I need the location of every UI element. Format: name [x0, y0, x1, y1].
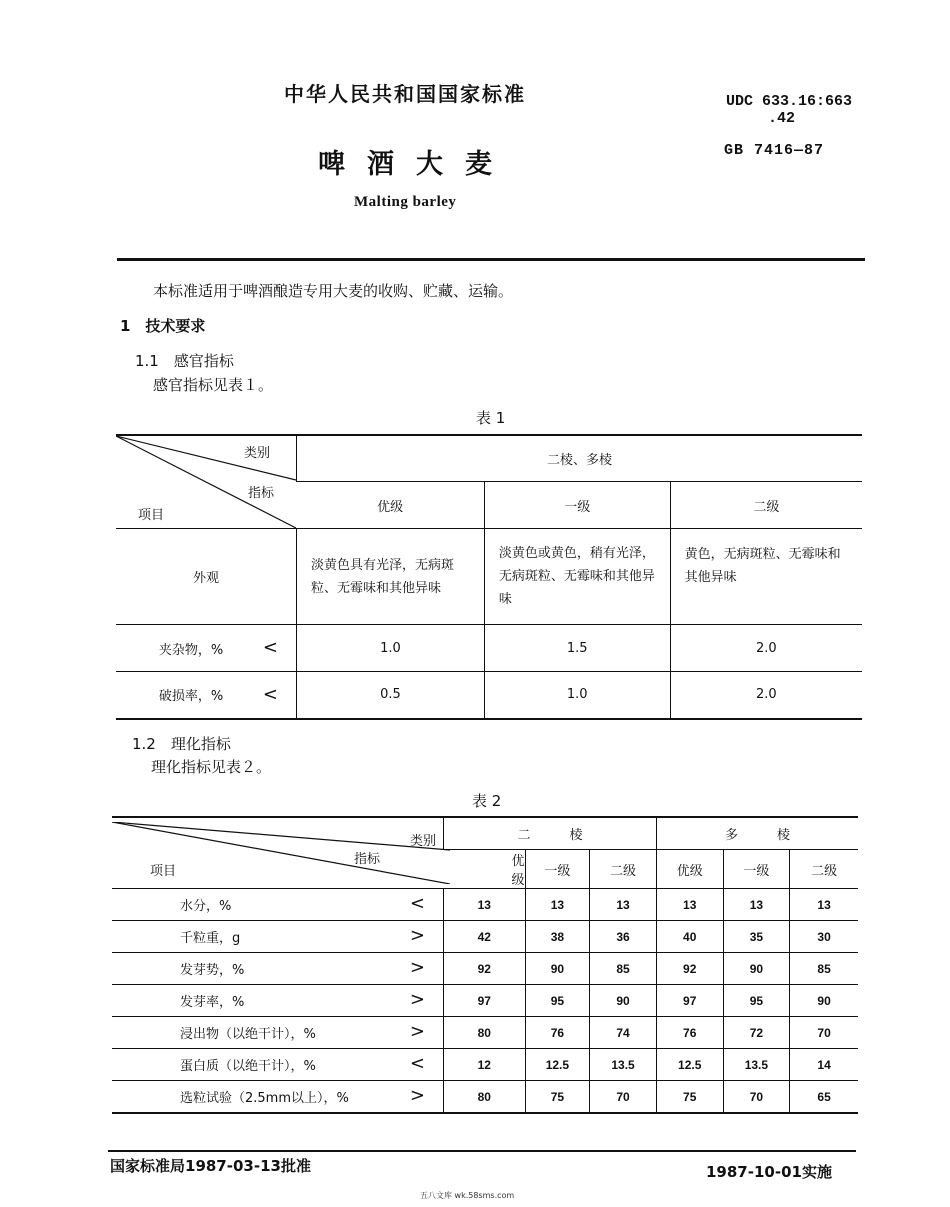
- table1-grade-header: 二级: [670, 482, 862, 529]
- comparison-operator: <: [409, 1053, 426, 1074]
- udc-code: UDC 633.16:663: [726, 93, 853, 110]
- table1-grade-header: 一级: [484, 482, 670, 529]
- table2-caption: 表 2: [472, 792, 502, 810]
- table-cell: 75: [525, 1081, 590, 1114]
- table-cell: 74: [590, 1017, 657, 1049]
- table-cell: 黄色，无病斑粒、无霉味和其他异味: [670, 529, 862, 625]
- table-cell: 2.0: [670, 672, 862, 719]
- table-physicochemical-indicators: [112, 816, 858, 1114]
- footer-rule: [108, 1150, 856, 1152]
- table1-grade-header: 优级: [297, 482, 485, 529]
- table-cell: 70: [723, 1081, 790, 1114]
- row-label: 蛋白质（以绝干计），% <: [112, 1049, 444, 1081]
- comparison-operator: >: [409, 1085, 426, 1106]
- approval-date: 国家标准局1987-03-13批准: [110, 1157, 311, 1175]
- table-row: [116, 625, 862, 672]
- table-cell: 95: [525, 985, 590, 1017]
- table-cell: 38: [525, 921, 590, 953]
- section-heading-1: 1 技术要求: [120, 317, 206, 335]
- comparison-operator: >: [409, 989, 426, 1010]
- row-label: 外观: [116, 529, 297, 625]
- table-cell: 65: [790, 1081, 858, 1114]
- table-cell: 85: [590, 953, 657, 985]
- table-cell: 35: [723, 921, 790, 953]
- comparison-operator: >: [409, 957, 426, 978]
- table-cell: 13: [444, 889, 526, 921]
- table-cell: 淡黄色具有光泽，无病斑粒、无霉味和其他异味: [297, 529, 485, 625]
- table-cell: 14: [790, 1049, 858, 1081]
- table-cell: 80: [444, 1017, 526, 1049]
- table1-corner-cell: [116, 435, 297, 529]
- table-cell: 70: [790, 1017, 858, 1049]
- table-row: [116, 672, 862, 719]
- row-label: 发芽率，% >: [112, 985, 444, 1017]
- table-cell: 13.5: [590, 1049, 657, 1081]
- table-cell: 2.0: [670, 625, 862, 672]
- table-cell: 1.0: [484, 672, 670, 719]
- corner-indicator-label: 指标: [354, 852, 381, 867]
- table-row: [112, 985, 858, 1017]
- table1-caption: 表 1: [476, 409, 506, 427]
- table2-grade-header: 二级: [590, 850, 657, 889]
- table-cell: 76: [525, 1017, 590, 1049]
- row-label: 选粒试验（2.5mm以上），% >: [112, 1081, 444, 1114]
- table-cell: 0.5: [297, 672, 485, 719]
- table-cell: 76: [656, 1017, 723, 1049]
- table-row: [112, 1017, 858, 1049]
- comparison-operator: <: [409, 893, 426, 914]
- corner-item-label: 项目: [150, 864, 177, 879]
- table-cell: 70: [590, 1081, 657, 1114]
- table-cell: 92: [656, 953, 723, 985]
- row-label: 浸出物（以绝干计），% >: [112, 1017, 444, 1049]
- row-label: 水分，% <: [112, 889, 444, 921]
- document-title: 啤酒大麦: [318, 149, 514, 180]
- table-row: [116, 529, 862, 625]
- table-cell: 13: [525, 889, 590, 921]
- row-label: 破损率，% <: [116, 672, 297, 719]
- table-cell: 13: [656, 889, 723, 921]
- row-label: 夹杂物，% <: [116, 625, 297, 672]
- table2-group-header: 多 棱: [656, 817, 858, 850]
- header-rule: [117, 258, 865, 261]
- corner-category-label: 类别: [244, 446, 271, 461]
- comparison-operator: >: [409, 925, 426, 946]
- table-cell: 30: [790, 921, 858, 953]
- standard-name: 中华人民共和国国家标准: [284, 82, 526, 106]
- section-text-1-1: 感官指标见表１。: [153, 376, 274, 394]
- table2-grade-header: 优级: [444, 850, 526, 889]
- corner-item-label: 项目: [138, 508, 165, 523]
- comparison-operator: <: [262, 684, 278, 705]
- table-row: [112, 921, 858, 953]
- table-cell: 1.5: [484, 625, 670, 672]
- table2-corner-cell: [112, 817, 444, 889]
- table-row: [112, 953, 858, 985]
- table-cell: 95: [723, 985, 790, 1017]
- source-watermark: 五八文库 wk.58sms.com: [420, 1191, 515, 1200]
- table-cell: 90: [590, 985, 657, 1017]
- effective-date: 1987-10-01实施: [706, 1163, 832, 1181]
- table-cell: 12: [444, 1049, 526, 1081]
- table-cell: 1.0: [297, 625, 485, 672]
- table1-group-header: 二棱、多棱: [297, 435, 863, 482]
- table-cell: 12.5: [525, 1049, 590, 1081]
- table-cell: 97: [656, 985, 723, 1017]
- document-title-english: Malting barley: [354, 194, 457, 210]
- table-cell: 90: [790, 985, 858, 1017]
- table-cell: 13: [590, 889, 657, 921]
- row-label: 发芽势，% >: [112, 953, 444, 985]
- table2-grade-header: 优级: [656, 850, 723, 889]
- udc-code-continued: .42: [768, 110, 796, 127]
- table2-grade-header: 二级: [790, 850, 858, 889]
- table-cell: 90: [525, 953, 590, 985]
- table-cell: 97: [444, 985, 526, 1017]
- table-cell: 13: [723, 889, 790, 921]
- section-heading-1-2: 1.2 理化指标: [132, 735, 231, 753]
- intro-paragraph: 本标准适用于啤酒酿造专用大麦的收购、贮藏、运输。: [153, 282, 514, 300]
- table-cell: 40: [656, 921, 723, 953]
- table-cell: 80: [444, 1081, 526, 1114]
- table-sensory-indicators: [116, 434, 862, 720]
- table2-grade-header: 一级: [525, 850, 590, 889]
- corner-category-label: 类别: [410, 834, 437, 849]
- table-cell: 72: [723, 1017, 790, 1049]
- table-cell: 42: [444, 921, 526, 953]
- comparison-operator: <: [262, 637, 278, 658]
- table-row: [112, 1049, 858, 1081]
- table-cell: 92: [444, 953, 526, 985]
- table-cell: 13.5: [723, 1049, 790, 1081]
- table-row: [112, 1081, 858, 1114]
- gb-code: GB 7416—87: [724, 142, 825, 159]
- table-row: [112, 889, 858, 921]
- table-cell: 85: [790, 953, 858, 985]
- row-label: 千粒重，g >: [112, 921, 444, 953]
- table-cell: 75: [656, 1081, 723, 1114]
- table2-grade-header: 一级: [723, 850, 790, 889]
- table-cell: 12.5: [656, 1049, 723, 1081]
- table-cell: 淡黄色或黄色，稍有光泽，无病斑粒、无霉味和其他异味: [484, 529, 670, 625]
- table2-group-header: 二 棱: [444, 817, 657, 850]
- section-heading-1-1: 1.1 感官指标: [135, 352, 234, 370]
- table-cell: 36: [590, 921, 657, 953]
- comparison-operator: >: [409, 1021, 426, 1042]
- corner-indicator-label: 指标: [248, 486, 275, 501]
- section-text-1-2: 理化指标见表２。: [151, 758, 272, 776]
- table-cell: 13: [790, 889, 858, 921]
- table-cell: 90: [723, 953, 790, 985]
